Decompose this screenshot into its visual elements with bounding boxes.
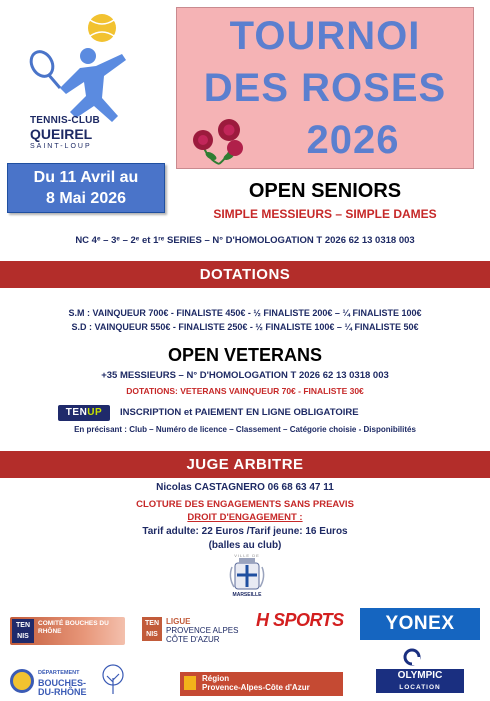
title-year: 2026 bbox=[306, 118, 400, 162]
sponsor-olympic-location bbox=[376, 669, 464, 693]
ligue-line2: PROVENCE ALPES bbox=[166, 626, 239, 635]
ligue-line3: CÔTE D'AZUR bbox=[166, 635, 220, 644]
tarif-text: Tarif adulte: 22 Euros /Tarif jeune: 16 Euros bbox=[142, 526, 348, 537]
veterans-dotations-label: DOTATIONS: bbox=[126, 386, 178, 396]
prize-simple-messieurs: S.M : VAINQUEUR 700€ - FINALISTE 450€ - ½ FINALISTE 200€ – ¼ FINALISTE 100€ bbox=[68, 308, 422, 318]
comite-text: COMITÉ BOUCHES DU RHÔNE bbox=[38, 620, 109, 635]
comite-tennis-mark: TEN NIS bbox=[12, 619, 34, 643]
region-text bbox=[202, 674, 342, 692]
open-veterans-heading: OPEN VETERANS bbox=[167, 345, 323, 365]
tenup-logo-a: TEN bbox=[65, 407, 88, 418]
seniors-categories: SIMPLE MESSIEURS – SIMPLE DAMES bbox=[213, 207, 437, 221]
ligue-line1: LIGUE bbox=[166, 617, 191, 626]
bdr-small: DÉPARTEMENT bbox=[38, 670, 80, 676]
dates-box bbox=[7, 163, 165, 213]
veterans-dotations bbox=[0, 386, 490, 396]
olympic-line2: LOCATION bbox=[399, 684, 441, 691]
club-name-line3: SAINT-LOUP bbox=[30, 143, 92, 150]
inscription-text: INSCRIPTION et PAIEMENT EN LIGNE OBLIGATOIRE bbox=[120, 407, 359, 418]
region-mark-icon bbox=[184, 676, 196, 690]
dotations-band: DOTATIONS bbox=[0, 261, 490, 288]
sponsor-yonex: YONEX bbox=[360, 608, 480, 640]
region-line2: Provence-Alpes-Côte d'Azur bbox=[202, 683, 310, 692]
sponsor-ligue-paca bbox=[166, 617, 256, 644]
open-seniors-heading: OPEN SENIORS bbox=[248, 180, 402, 202]
veterans-line: +35 MESSIEURS – N° D'HOMOLOGATION T 2026 62 13 0318 003 bbox=[101, 370, 389, 381]
dates-line2: 8 Mai 2026 bbox=[45, 190, 127, 207]
olympic-line1: OLYMPIC bbox=[397, 670, 443, 681]
juge-name: Nicolas CASTAGNERO 06 68 63 47 11 bbox=[156, 482, 334, 493]
title-line2: DES ROSES bbox=[203, 66, 447, 110]
region-line1: Région bbox=[202, 674, 230, 683]
club-name-line2: QUEIREL bbox=[30, 126, 93, 142]
club-name-line1: TENNIS-CLUB bbox=[30, 115, 100, 126]
seniors-series-line: NC 4ᵉ – 3ᵉ – 2ᵉ et 1ʳᵉ SERIES – N° D'HOMOLOGATION T 2026 62 13 0318 003 bbox=[75, 235, 415, 246]
marseille-label: MARSEILLE bbox=[232, 592, 262, 598]
veterans-dotations-text: VETERANS VAINQUEUR 70€ - FINALISTE 30€ bbox=[177, 386, 364, 396]
marseille-top: VILLE DE bbox=[234, 553, 260, 558]
bdr-line1: BOUCHES- bbox=[38, 677, 87, 688]
sponsor-hsports: H SPORTS bbox=[256, 610, 344, 630]
ligue-tennis-mark: TEN NIS bbox=[142, 617, 162, 641]
cloture-text: CLOTURE DES ENGAGEMENTS SANS PREAVIS bbox=[136, 499, 354, 510]
dates-line1: Du 11 Avril au bbox=[33, 169, 139, 186]
title-line1: TOURNOI bbox=[229, 14, 421, 58]
prize-simple-dames: S.D : VAINQUEUR 550€ - FINALISTE 250€ - ½ FINALISTE 100€ – ¼ FINALISTE 50€ bbox=[71, 322, 419, 332]
droit-engagement: DROIT D'ENGAGEMENT : bbox=[187, 512, 303, 523]
departement-bdr-icon bbox=[10, 669, 34, 693]
balles-text: (balles au club) bbox=[208, 540, 282, 551]
sponsor-departement-bdr bbox=[38, 669, 98, 698]
bdr-line2: DU-RHÔNE bbox=[38, 687, 87, 697]
juge-arbitre-band: JUGE ARBITRE bbox=[0, 451, 490, 478]
inscription-details: En précisant : Club – Numéro de licence – Classement – Catégorie choisie - Disponibilités bbox=[74, 425, 416, 434]
tenup-logo bbox=[58, 405, 110, 421]
tenup-logo-b: UP bbox=[87, 407, 103, 418]
olympic-location-icon bbox=[403, 648, 421, 666]
roses-icon bbox=[189, 116, 251, 166]
title-box bbox=[176, 7, 474, 169]
tree-icon bbox=[100, 664, 126, 696]
